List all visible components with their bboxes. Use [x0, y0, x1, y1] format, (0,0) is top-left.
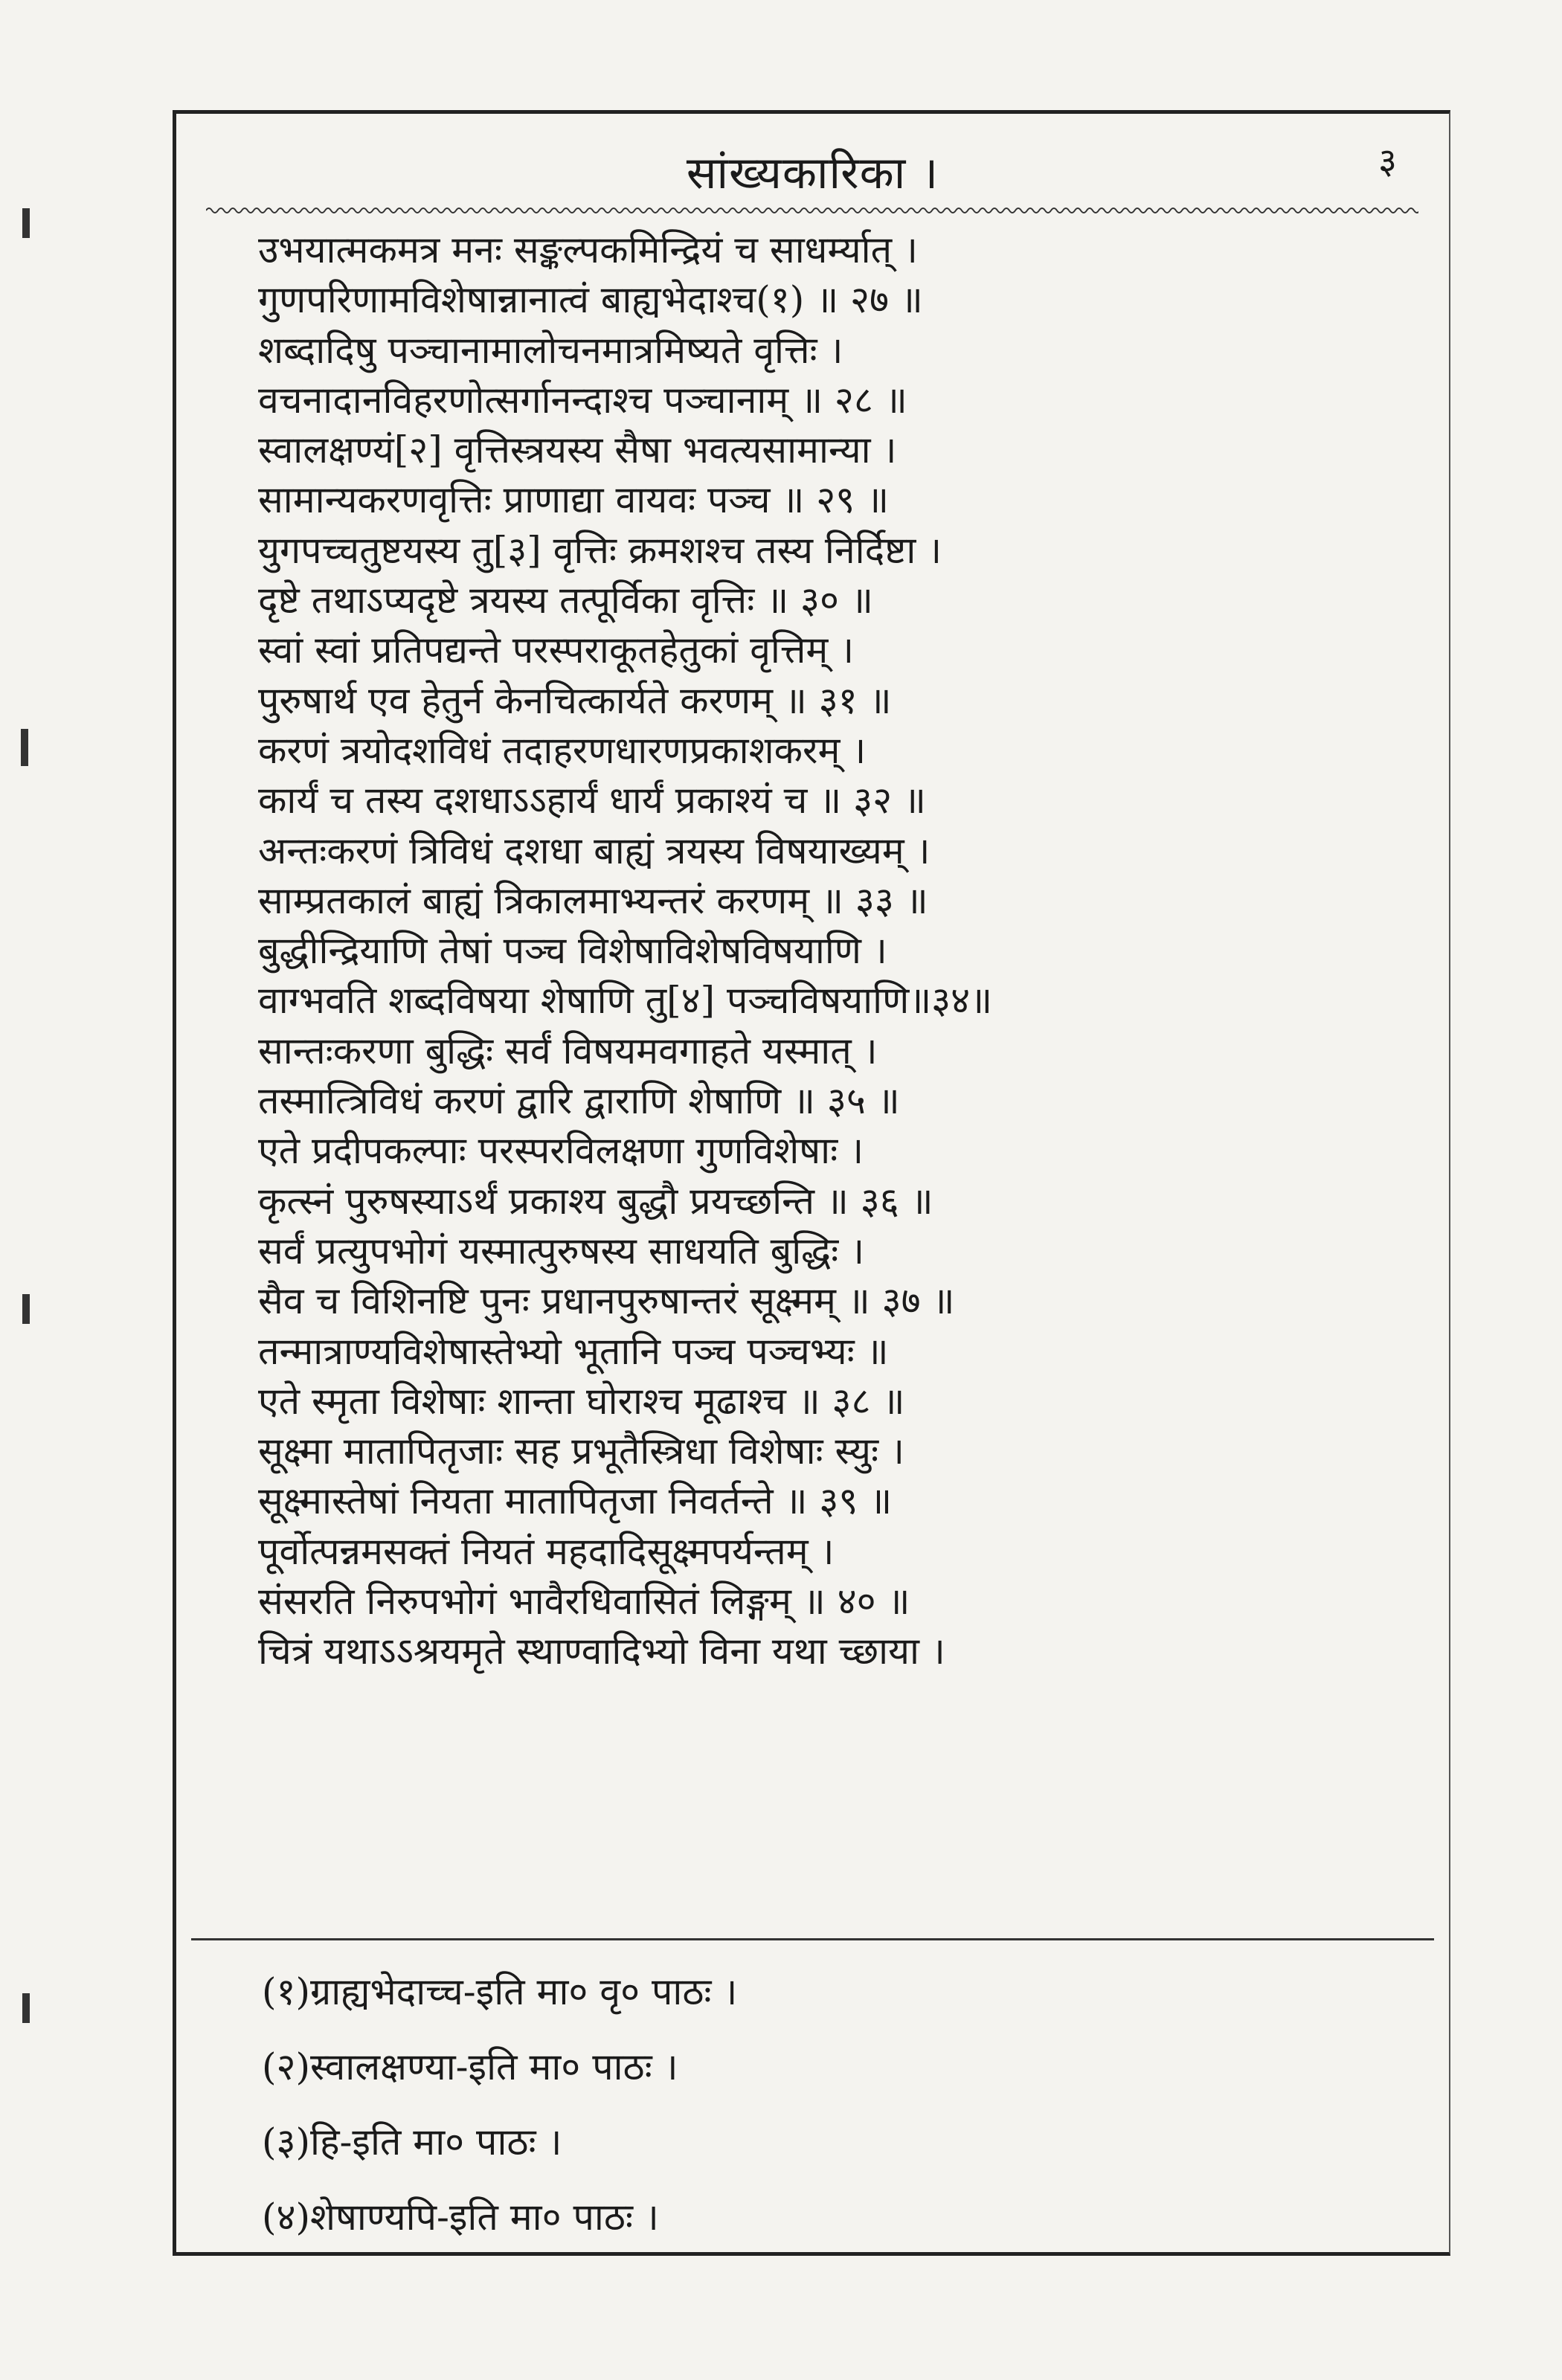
wavy-rule	[206, 202, 1418, 219]
verse-line: सूक्ष्मास्तेषां नियता मातापितृजा निवर्तन्ते ॥ ३९ ॥	[258, 1479, 893, 1523]
footnotes	[262, 1955, 1404, 2255]
verse-line: स्वालक्षण्यं[२] वृत्तिस्त्रयस्य सैषा भवत्यसामान्या ।	[258, 428, 897, 472]
verse-line: सामान्यकरणवृत्तिः प्राणाद्या वायवः पञ्च ॥ २९ ॥	[258, 478, 890, 522]
verse-line: संसरति निरुपभोगं भावैरधिवासितं लिङ्गम् ॥ ४० ॥	[258, 1580, 910, 1624]
page-frame	[173, 110, 1450, 2256]
verse-line: दृष्टे तथाऽप्यदृष्टे त्रयस्य तत्पूर्विका वृत्तिः ॥ ३० ॥	[258, 579, 873, 623]
verse-line: पुरुषार्थ एव हेतुर्न केनचित्कार्यते करणम् ॥ ३१ ॥	[258, 678, 892, 722]
page-number: ३	[1378, 141, 1397, 182]
verse-line: गुणपरिणामविशेषान्नानात्वं बाह्यभेदाश्च(१) ॥ २७ ॥	[258, 278, 923, 322]
verse-line: वाग्भवति शब्दविषया शेषाणि तु[४] पञ्चविषयाणि॥३४॥	[258, 979, 993, 1023]
footnote: (४)शेषाण्यपि-इति मा० पाठः ।	[262, 2196, 659, 2239]
footnote: (३)हि-इति मा० पाठः ।	[262, 2120, 562, 2164]
verse-line: करणं त्रयोदशविधं तदाहरणधारणप्रकाशकरम् ।	[258, 728, 867, 772]
running-head: सांख्यकारिका ।	[686, 147, 939, 199]
verse-line: पूर्वोत्पन्नमसक्तं नियतं महदादिसूक्ष्मपर्यन्तम् ।	[258, 1529, 835, 1573]
verse-line: एते प्रदीपकल्पाः परस्परविलक्षणा गुणविशेषाः ।	[258, 1129, 864, 1173]
verse-line: वचनादानविहरणोत्सर्गानन्दाश्च पञ्चानाम् ॥ २८ ॥	[258, 378, 907, 422]
verse-line: उभयात्मकमत्र मनः सङ्कल्पकमिन्द्रियं च साधर्म्यात् ।	[258, 228, 918, 271]
verse-line: स्वां स्वां प्रतिपद्यन्ते परस्पराकूतहेतुकां वृत्तिम् ।	[258, 628, 855, 672]
scan-edge-mark	[21, 729, 28, 766]
scan-edge-mark	[22, 208, 30, 238]
footnote-separator	[191, 1938, 1434, 1940]
verse-line: अन्तःकरणं त्रिविधं दशधा बाह्यं त्रयस्य विषयाख्यम् ।	[258, 829, 931, 872]
footnote: (१)ग्राह्यभेदाच्च-इति मा० वृ० पाठः ।	[262, 1970, 738, 2013]
verse-line: एते स्मृता विशेषाः शान्ता घोराश्च मूढाश्च ॥ ३८ ॥	[258, 1379, 905, 1423]
verse-line: सैव च विशिनष्टि पुनः प्रधानपुरुषान्तरं सूक्ष्मम् ॥ ३७ ॥	[258, 1279, 955, 1323]
verse-line: कृत्स्नं पुरुषस्याऽर्थं प्रकाश्य बुद्धौ प्रयच्छन्ति ॥ ३६ ॥	[258, 1179, 933, 1223]
verse-line: सूक्ष्मा मातापितृजाः सह प्रभूतैस्त्रिधा विशेषाः स्युः ।	[258, 1429, 904, 1473]
scan-edge-mark	[22, 1993, 30, 2023]
scan-edge-mark	[22, 1294, 30, 1324]
verse-line: चित्रं यथाऽऽश्रयमृते स्थाण्वादिभ्यो विना यथा च्छाया ।	[258, 1630, 945, 1673]
verse-line: शब्दादिषु पञ्चानामालोचनमात्रमिष्यते वृत्तिः ।	[258, 328, 843, 372]
verse-line: तस्मात्त्रिविधं करणं द्वारि द्वाराणि शेषाणि ॥ ३५ ॥	[258, 1079, 900, 1123]
verse-line: साम्प्रतकालं बाह्यं त्रिकालमाभ्यन्तरं करणम् ॥ ३३ ॥	[258, 878, 928, 922]
verse-line: सर्वं प्रत्युपभोगं यस्मात्पुरुषस्य साधयति बुद्धिः ।	[258, 1229, 865, 1273]
verse-line: सान्तःकरणा बुद्धिः सर्वं विषयमवगाहते यस्मात् ।	[258, 1029, 878, 1072]
verse-line: बुद्धीन्द्रियाणि तेषां पञ्च विशेषाविशेषविषयाणि ।	[258, 929, 887, 973]
footnote: (२)स्वालक्षण्या-इति मा० पाठः ।	[262, 2045, 678, 2088]
verse-line: तन्मात्राण्यविशेषास्तेभ्यो भूतानि पञ्च पञ्चभ्यः ॥	[258, 1329, 889, 1373]
verse-block	[258, 225, 1404, 1677]
verse-line: कार्यं च तस्य दशधाऽऽहार्यं धार्यं प्रकाश्यं च ॥ ३२ ॥	[258, 779, 926, 823]
verse-line: युगपच्चतुष्टयस्य तु[३] वृत्तिः क्रमशश्च तस्य निर्दिष्टा ।	[258, 528, 942, 572]
